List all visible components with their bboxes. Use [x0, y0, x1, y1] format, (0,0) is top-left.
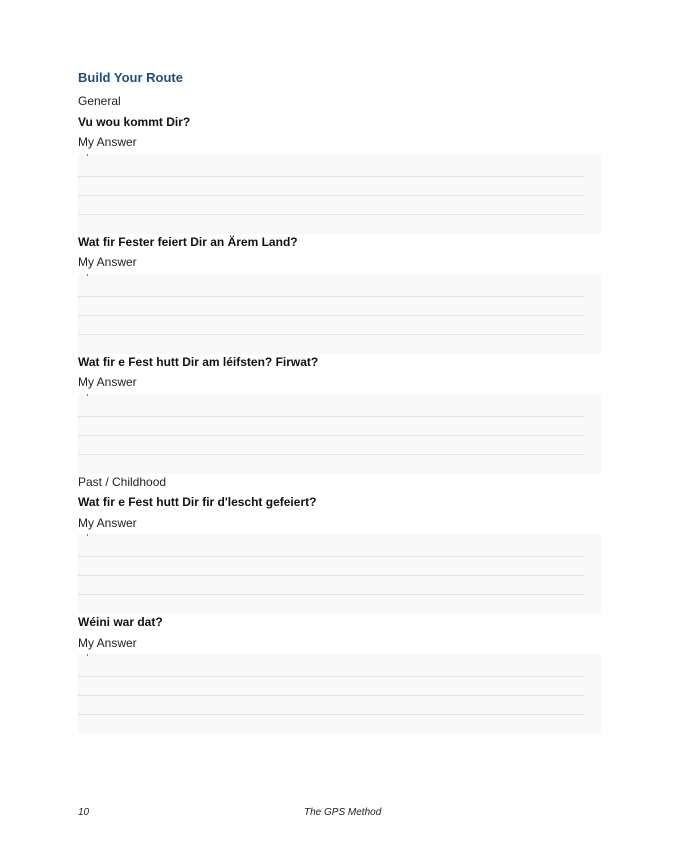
- answer-box-4[interactable]: [78, 534, 601, 614]
- answer-box-3[interactable]: [78, 394, 601, 474]
- answer-line: [78, 594, 584, 595]
- page-title: Build Your Route: [78, 70, 183, 85]
- answer-line: [78, 695, 584, 696]
- answer-box-5[interactable]: [78, 654, 601, 734]
- question-5: Wéini war dat?: [78, 615, 163, 629]
- section-label-general: General: [78, 94, 121, 108]
- cursor-mark: [87, 274, 88, 276]
- answer-line: [78, 575, 584, 576]
- answer-box-2[interactable]: [78, 274, 601, 354]
- answer-line: [78, 195, 584, 196]
- answer-line: [78, 176, 584, 177]
- answer-label-4: My Answer: [78, 516, 137, 530]
- page-number: 10: [78, 807, 90, 818]
- answer-box-1[interactable]: [78, 154, 601, 234]
- question-2: Wat fir Fester feiert Dir an Ärem Land?: [78, 235, 298, 249]
- answer-line: [78, 296, 584, 297]
- answer-line: [78, 214, 584, 215]
- cursor-mark: [87, 394, 88, 396]
- cursor-mark: [87, 154, 88, 156]
- answer-line: [78, 416, 584, 417]
- cursor-mark: [87, 654, 88, 656]
- cursor-mark: [87, 534, 88, 536]
- question-4: Wat fir e Fest hutt Dir fir d'lescht gefeiert?: [78, 495, 317, 509]
- answer-line: [78, 676, 584, 677]
- answer-line: [78, 714, 584, 715]
- question-3: Wat fir e Fest hutt Dir am léifsten? Firwat?: [78, 355, 319, 369]
- answer-line: [78, 454, 584, 455]
- footer-book-title: The GPS Method: [304, 807, 382, 818]
- answer-label-3: My Answer: [78, 375, 137, 389]
- section-label-past-childhood: Past / Childhood: [78, 475, 167, 489]
- answer-line: [78, 334, 584, 335]
- answer-label-1: My Answer: [78, 135, 137, 149]
- answer-line: [78, 556, 584, 557]
- answer-line: [78, 315, 584, 316]
- question-1: Vu wou kommt Dir?: [78, 115, 191, 129]
- answer-label-2: My Answer: [78, 255, 137, 269]
- answer-line: [78, 435, 584, 436]
- answer-label-5: My Answer: [78, 636, 137, 650]
